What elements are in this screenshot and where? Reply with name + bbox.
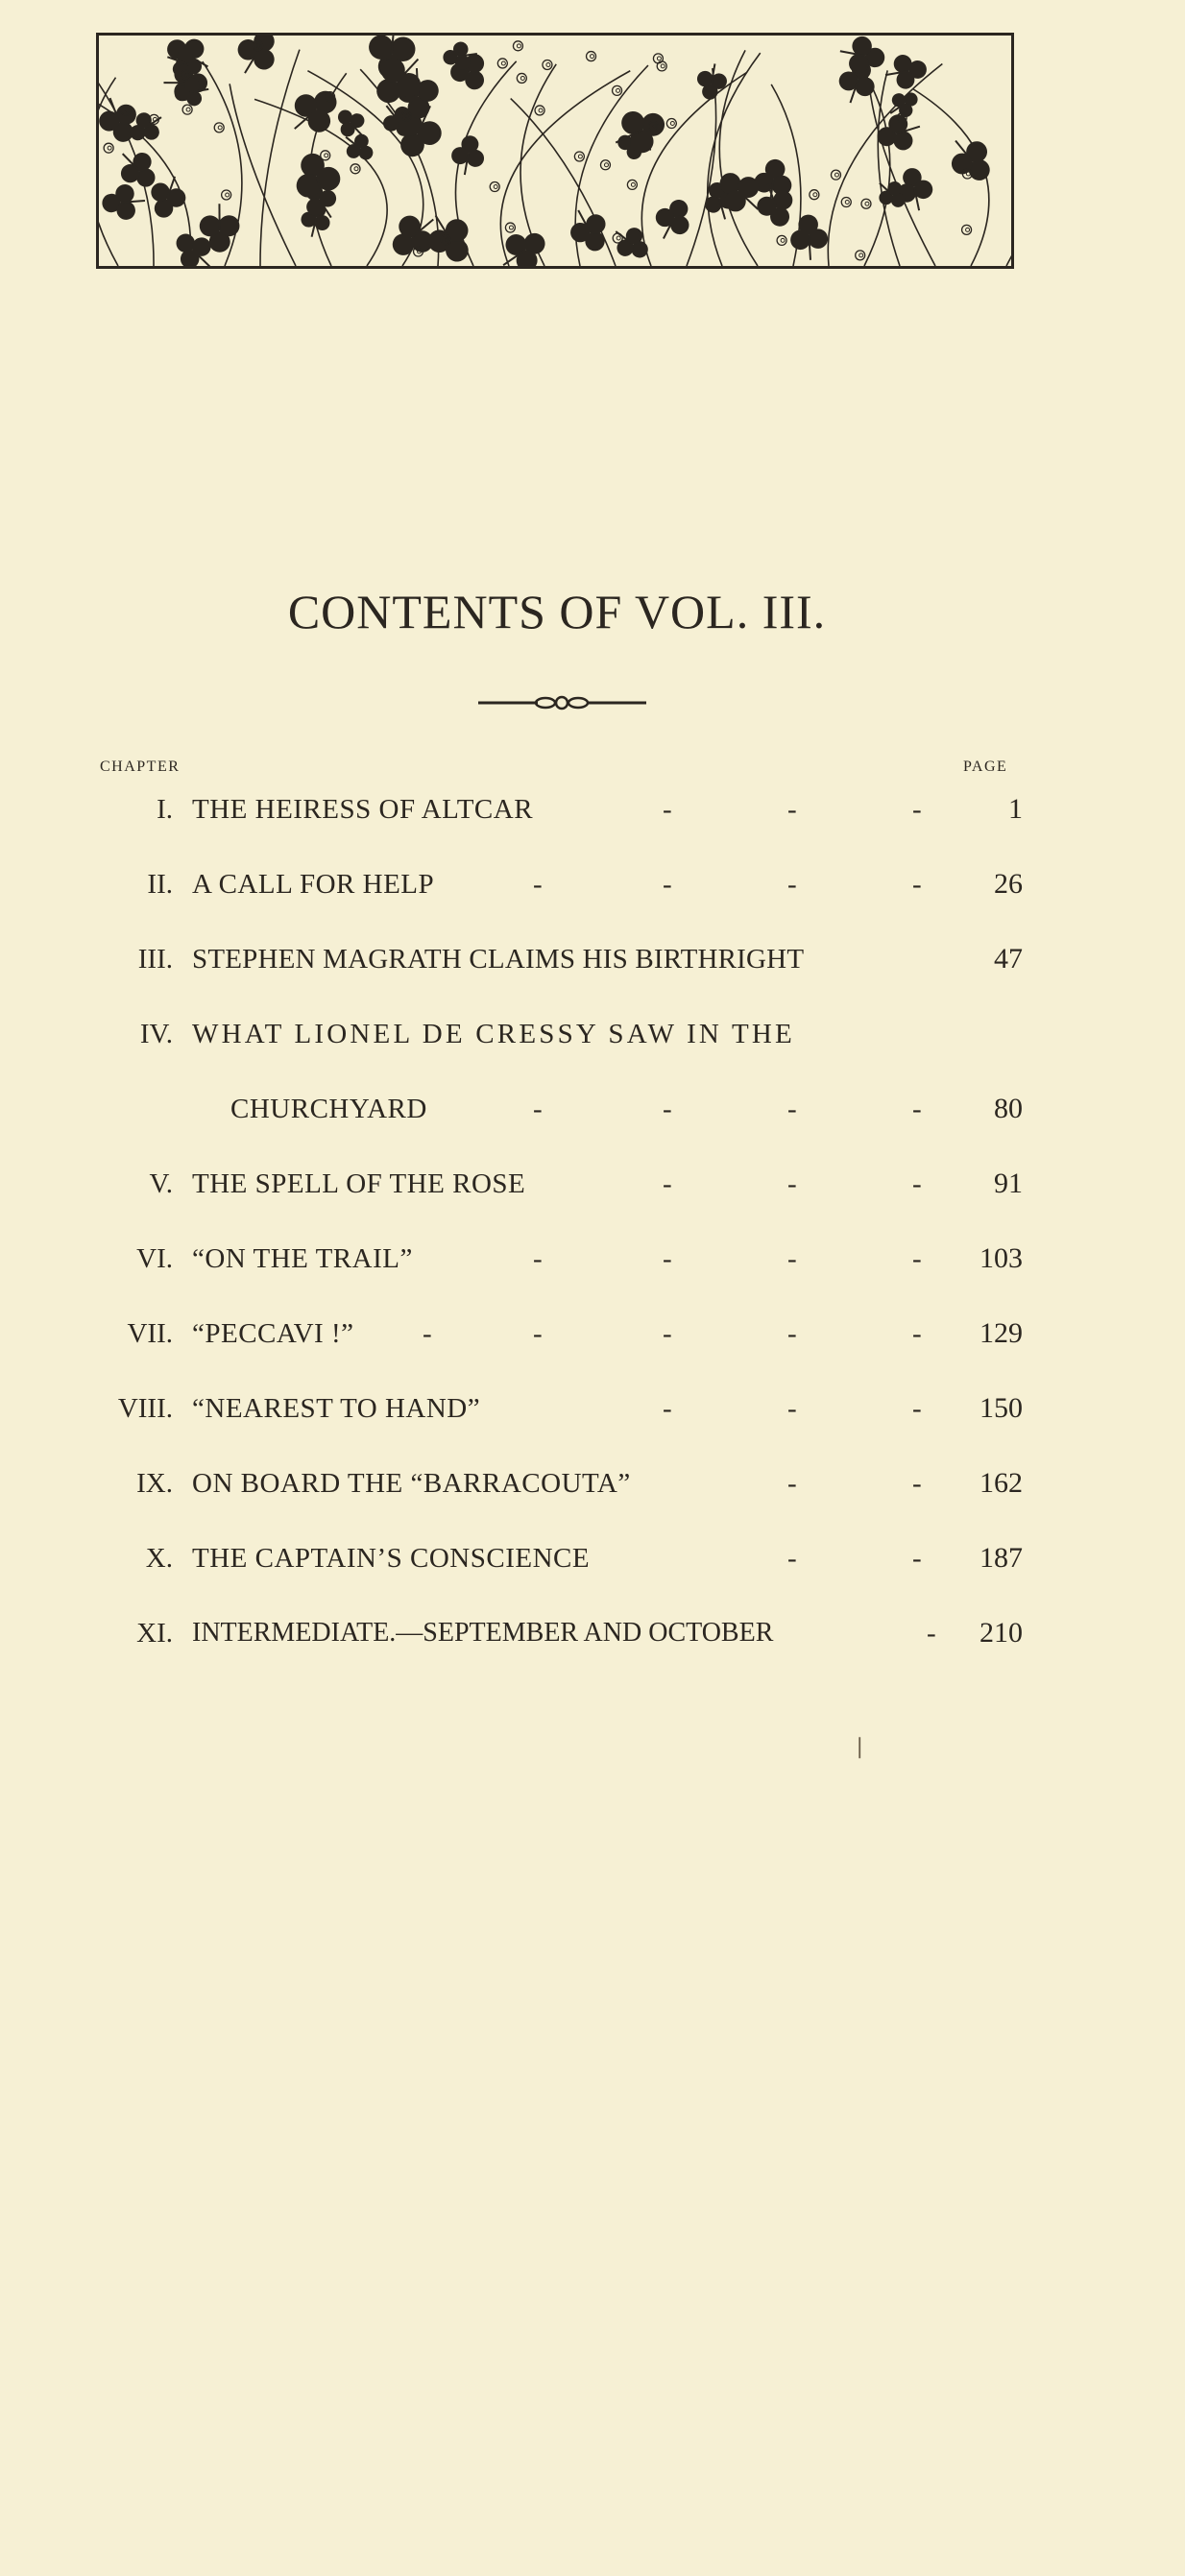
chapter-title: “ON THE TRAIL” [192, 1235, 931, 1283]
leader-dash: - [423, 1310, 432, 1358]
leader-dash: - [663, 860, 672, 908]
leader-dash: - [787, 1085, 797, 1133]
toc-entry [0, 1310, 1185, 1358]
page-number: 162 [946, 1459, 1023, 1507]
chapter-number: IX. [136, 1459, 173, 1507]
chapter-title: A CALL FOR HELP [192, 860, 931, 908]
page-number: 80 [946, 1085, 1023, 1133]
page-number: 150 [946, 1384, 1023, 1432]
leader-dash: - [912, 1459, 922, 1507]
chapter-number: VII. [127, 1310, 173, 1358]
leader-dash: - [663, 1085, 672, 1133]
leader-dash: - [912, 1534, 922, 1582]
leader-dash: - [912, 1310, 922, 1358]
chapter-title: THE SPELL OF THE ROSE [192, 1160, 931, 1208]
leader-dash: - [663, 1384, 672, 1432]
chapter-number: II. [147, 860, 173, 908]
chapter-title: “NEAREST TO HAND” [192, 1384, 931, 1432]
leader-dash: - [787, 1459, 797, 1507]
leader-dash: - [787, 1160, 797, 1208]
chapter-title: “PECCAVI !” [192, 1310, 931, 1358]
leader-dash: - [912, 1160, 922, 1208]
page-number: 103 [946, 1235, 1023, 1283]
toc-entry [0, 1384, 1185, 1432]
toc-entry [0, 1609, 1185, 1657]
leader-dash: - [787, 1310, 797, 1358]
leader-dash: - [787, 1534, 797, 1582]
leader-dash: - [912, 1384, 922, 1432]
leader-dash: - [927, 1609, 936, 1657]
page-number: 210 [946, 1609, 1023, 1657]
page-mark: ❘ [851, 1734, 868, 1759]
toc-entry [0, 1160, 1185, 1208]
toc-entry-continuation [0, 1085, 1185, 1133]
page-number: 129 [946, 1310, 1023, 1358]
leader-dash: - [787, 785, 797, 833]
page-number: 26 [946, 860, 1023, 908]
toc-entry [0, 1534, 1185, 1582]
chapter-number: VIII. [118, 1384, 173, 1432]
toc-entry [0, 1235, 1185, 1283]
chapter-number: XI. [136, 1609, 173, 1657]
chapter-title: THE CAPTAIN’S CONSCIENCE [192, 1534, 931, 1582]
chapter-title: ON BOARD THE “BARRACOUTA” [192, 1459, 931, 1507]
chapter-number: X. [146, 1534, 173, 1582]
leader-dash: - [533, 1235, 543, 1283]
leader-dash: - [912, 1085, 922, 1133]
chapter-column-header: CHAPTER [100, 758, 180, 776]
page-number: 1 [946, 785, 1023, 833]
toc-entry [0, 935, 1185, 983]
leader-dash: - [912, 1235, 922, 1283]
chapter-number: I. [157, 785, 173, 833]
leader-dash: - [912, 860, 922, 908]
leader-dash: - [533, 1310, 543, 1358]
chapter-number: V. [150, 1160, 173, 1208]
chapter-title: INTERMEDIATE.—SEPTEMBER AND OCTOBER [192, 1609, 931, 1657]
chapter-title: STEPHEN MAGRATH CLAIMS HIS BIRTHRIGHT [192, 935, 931, 983]
chapter-number: VI. [136, 1235, 173, 1283]
leader-dash: - [663, 785, 672, 833]
page-number: 47 [946, 935, 1023, 983]
page-number: 187 [946, 1534, 1023, 1582]
toc-entry [0, 860, 1185, 908]
contents-title: CONTENTS OF VOL. III. [0, 584, 1114, 639]
toc-entry [0, 785, 1185, 833]
leader-dash: - [663, 1310, 672, 1358]
leader-dash: - [663, 1235, 672, 1283]
leader-dash: - [533, 860, 543, 908]
leader-dash: - [787, 1384, 797, 1432]
leader-dash: - [787, 860, 797, 908]
page-column-header: PAGE [963, 758, 1185, 2576]
leader-dash: - [533, 1085, 543, 1133]
leader-dash: - [663, 1160, 672, 1208]
chapter-title: THE HEIRESS OF ALTCAR [192, 785, 931, 833]
leader-dash: - [912, 785, 922, 833]
toc-entry [0, 1459, 1185, 1507]
chapter-number: IV. [140, 1010, 173, 1058]
chapter-title: WHAT LIONEL DE CRESSY SAW IN THE [192, 1010, 931, 1058]
page-number: 91 [946, 1160, 1023, 1208]
leader-dash: - [787, 1235, 797, 1283]
chapter-number: III. [138, 935, 173, 983]
chapter-title-continuation: CHURCHYARD [230, 1085, 970, 1133]
toc-entry [0, 1010, 1185, 1058]
